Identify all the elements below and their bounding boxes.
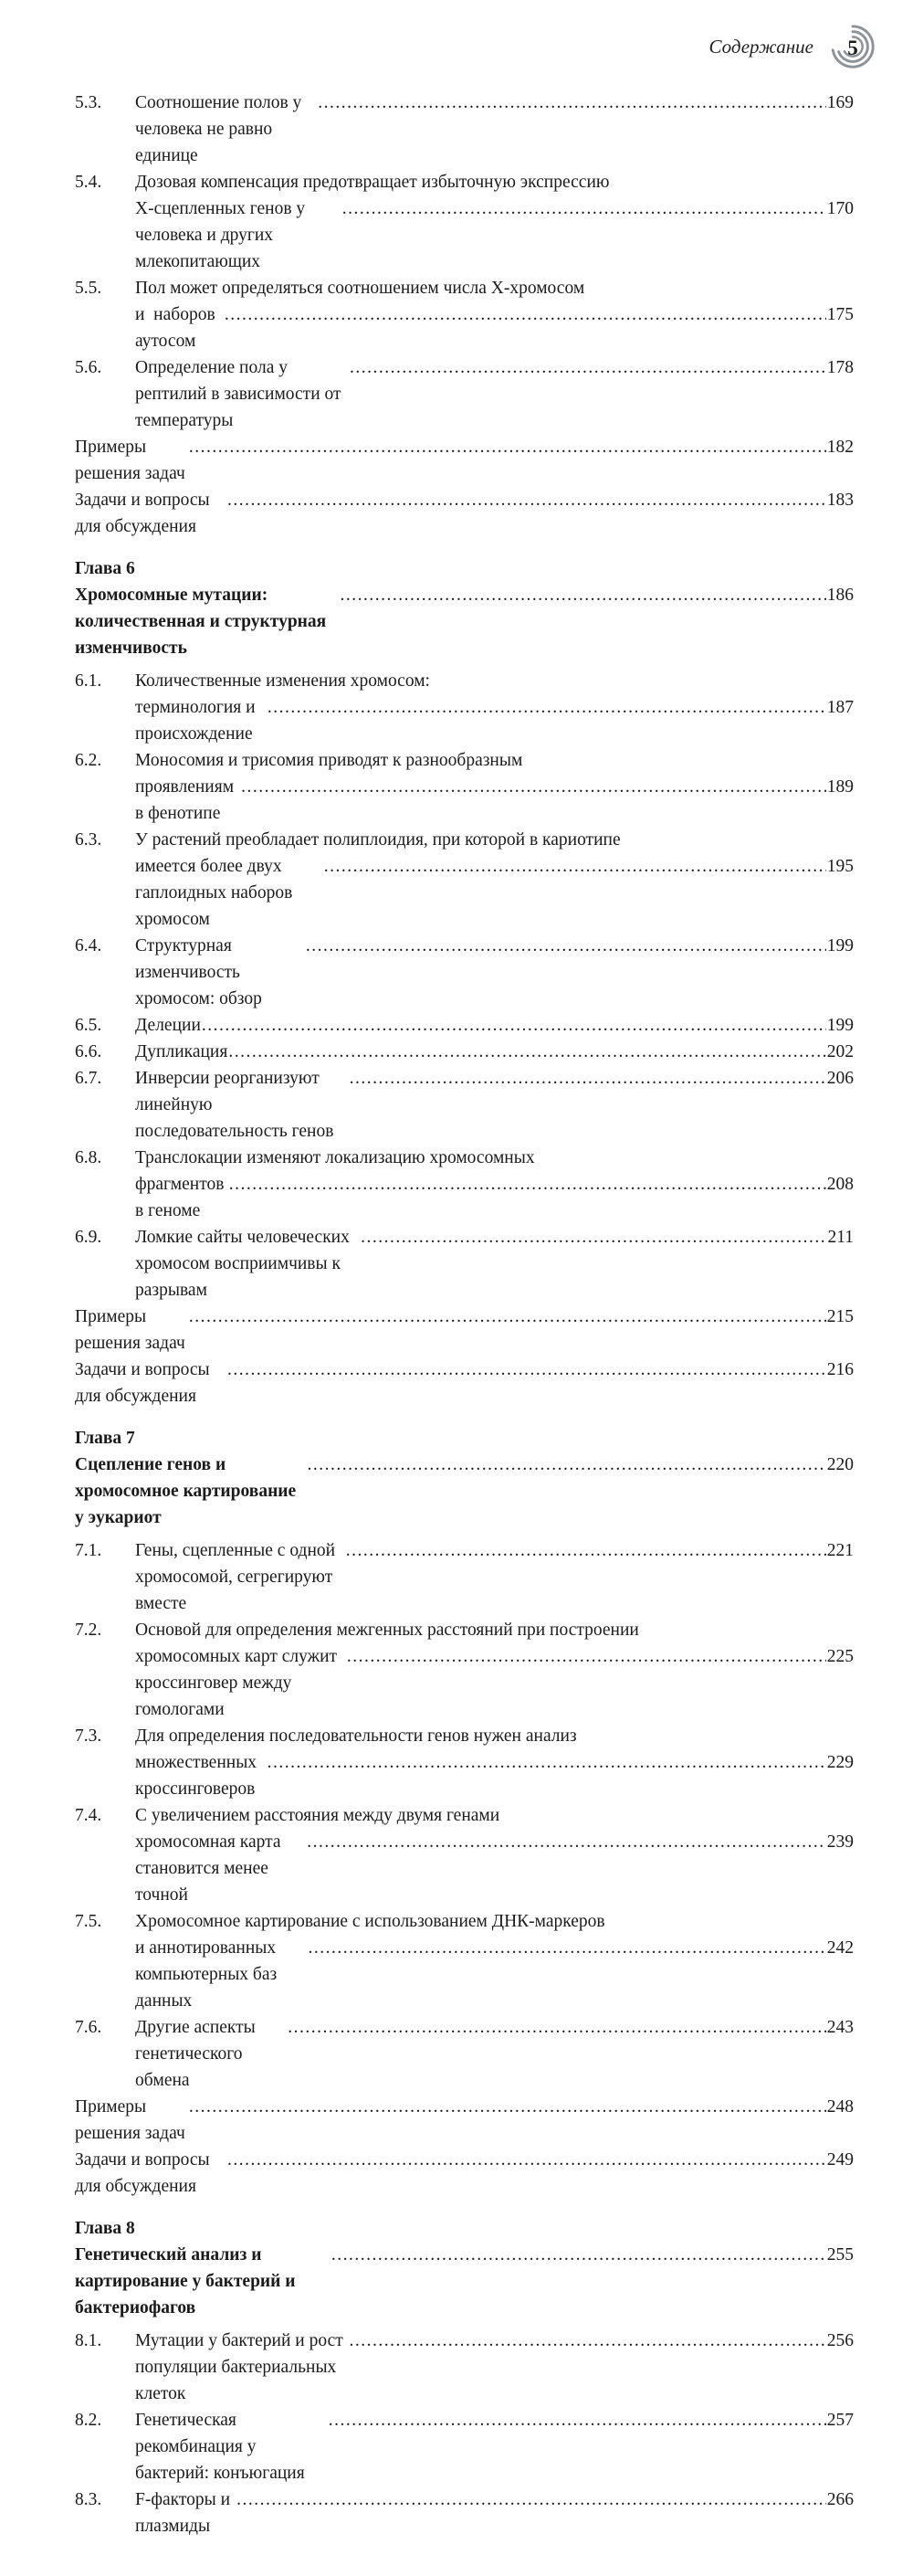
entry-number: 7.5. [75,1912,102,1931]
entry-number: 6.9. [75,1228,102,1247]
entry-body [135,90,854,169]
toc-entry [75,169,854,275]
dot-leader [227,1357,826,1383]
dot-leader [361,1224,826,1251]
dot-leader [189,434,826,460]
entry-text: У растений преобладает полиплоидия, при которой в кариотипе [135,830,621,850]
dot-leader [346,1537,826,1564]
toc-line [135,169,854,195]
toc-entry [75,1224,854,1304]
dot-leader [227,487,826,513]
entry-body [135,933,854,1012]
toc-line [135,853,854,933]
toc-line [135,1935,854,2014]
entry-body [135,1012,854,1039]
entry-number: 6.8. [75,1148,102,1167]
dot-leader [236,2486,826,2513]
entry-page: 256 [826,2331,854,2350]
dot-leader [229,1171,826,1198]
entry-text: Сцепление генов и хромосомное картирование у эукариот [75,1455,301,1527]
entry-text: Ломкие сайты человеческих хромосом восприимчивы к разрывам [135,1228,354,1300]
toc-line [135,275,854,301]
dot-leader [225,301,826,328]
toc-entry [75,668,854,747]
entry-page: 266 [826,2490,854,2509]
toc-entry [75,1012,854,1039]
dot-leader [241,774,826,800]
entry-text: Для определения последовательности генов нужен анализ [135,1726,577,1746]
entry-number: 6.7. [75,1069,102,1088]
entry-number: 6.6. [75,1042,102,1061]
toc-entry [75,1357,854,1409]
entry-text: хромосомных карт служит кроссинговер между гомологами [135,1647,341,1719]
entry-number: 6.5. [75,1016,102,1035]
entry-text: Мутации у бактерий и рост популяции бактериальных клеток [135,2331,348,2403]
toc-line [135,195,854,275]
toc-entry [75,933,854,1012]
entry-number: 8.3. [75,2490,102,2509]
entry-text: проявлениям в фенотипе [135,777,238,823]
entry-number: 5.6. [75,358,102,377]
entry-page: 183 [826,491,854,510]
entry-text: Транслокации изменяют локализацию хромосомных [135,1148,535,1167]
entry-body [75,1304,854,1357]
toc-line [135,1802,854,1829]
entry-page: 186 [826,586,854,605]
toc-entry [75,2486,854,2539]
toc-entry [75,1723,854,1802]
entry-text: терминология и происхождение [135,698,260,744]
dot-leader [189,1304,826,1330]
dot-leader [202,1012,826,1039]
entry-text: Гены, сцепленные с одной хромосомой, сегрегируют вместе [135,1541,340,1613]
toc-entry [75,275,854,354]
toc-line [135,774,854,827]
entry-body [135,275,854,354]
page-header [75,22,877,71]
entry-page: 189 [826,777,854,797]
toc-entry [75,90,854,169]
toc-entry [75,1304,854,1357]
dot-leader [350,1065,826,1092]
entry-page: 216 [826,1360,854,1379]
dot-leader [306,933,826,959]
entry-page: 215 [826,1307,854,1326]
entry-text: Соотношение полов у человека не равно единице [135,93,307,165]
toc-line [135,1171,854,1224]
entry-number: 6.2. [75,751,102,770]
toc-section [75,90,854,540]
entry-text: Генетический анализ и картирование у бактерий и бактериофагов [75,2245,300,2317]
entry-text: Генетическая рекомбинация у бактерий: конъюгация [135,2411,310,2483]
entry-text: и наборов аутосом [135,305,220,351]
toc-entry [75,2094,854,2147]
entry-text: Хромосомное картирование с использованием ДНК-маркеров [135,1912,605,1931]
entry-body [135,1145,854,1224]
toc-line [75,2147,854,2200]
dot-leader [331,2242,826,2268]
entry-number: 7.1. [75,1541,102,1560]
entry-body [135,1908,854,2014]
entry-number: 7.2. [75,1621,102,1640]
toc-entry [75,1908,854,2014]
entry-text: Дупликация [135,1042,233,1061]
toc-line [135,1012,854,1039]
entry-text: Дозовая компенсация предотвращает избыточную экспрессию [135,173,610,192]
entry-page: 199 [826,1016,854,1035]
entry-text: Структурная изменчивость хромосом: обзор [135,936,267,1008]
dot-leader [288,2014,826,2041]
dot-leader [340,582,825,608]
toc-section [75,555,854,1409]
dot-leader [227,2147,826,2173]
entry-number: 7.4. [75,1806,102,1825]
toc-line [135,1908,854,1935]
toc-line [75,487,854,540]
entry-page: 195 [826,857,854,876]
toc-entry [75,2407,854,2486]
entry-body [135,668,854,747]
entry-text: имеется более двух гаплоидных наборов хромосом [135,857,298,929]
toc-section [75,2215,854,2539]
entry-page: 248 [826,2097,854,2117]
entry-page: 199 [826,936,854,955]
entry-body [135,1065,854,1145]
entry-page: 178 [826,358,854,377]
toc-line [135,827,854,853]
toc-line [135,2486,854,2539]
entry-page: 175 [826,305,854,324]
entry-page: 211 [827,1228,854,1247]
toc-line [135,694,854,747]
toc-entry [75,434,854,487]
chapter-label: Глава 7 [75,1429,135,1448]
dot-leader [350,2328,826,2354]
dot-leader [189,2094,826,2120]
toc-line [135,2328,854,2407]
dot-leader [268,1749,826,1776]
entry-number: 8.1. [75,2331,102,2350]
toc-entry [75,487,854,540]
entry-text: хромосомная карта становится менее точной [135,1832,286,1905]
entry-body [135,1537,854,1617]
toc-line [135,1537,854,1617]
dot-leader [324,853,826,880]
chapter-label: Глава 8 [75,2219,135,2238]
entry-text: Основой для определения межгенных расстояний при построении [135,1621,639,1640]
dot-leader [350,354,826,381]
toc-line [135,1829,854,1908]
entry-text: Хромосомные мутации: количественная и структурная изменчивость [75,586,331,658]
toc-line [135,2407,854,2486]
toc-line [135,1723,854,1749]
dot-leader [347,1643,826,1670]
toc-line [75,1357,854,1409]
entry-body [75,2094,854,2147]
toc-line [75,582,854,661]
toc-line [75,1304,854,1357]
entry-text: Другие аспекты генетического обмена [135,2018,260,2090]
dot-leader [329,2407,826,2433]
toc-line [135,747,854,774]
entry-body [135,827,854,933]
dot-leader [228,1039,825,1065]
entry-body [135,354,854,434]
entry-number: 8.2. [75,2411,102,2430]
dot-leader [268,694,826,721]
toc-line [75,1452,854,1531]
toc-line [135,354,854,434]
entry-body [135,1617,854,1723]
entry-text: F-факторы и плазмиды [135,2490,235,2536]
dot-leader [307,1452,825,1478]
entry-page: 243 [826,2018,854,2037]
entry-text: С увеличением расстояния между двумя генами [135,1806,500,1825]
entry-page: 257 [826,2411,854,2430]
toc-entry [75,1039,854,1065]
toc-entry [75,2328,854,2407]
toc-entry [75,747,854,827]
toc-line [135,1643,854,1723]
entry-text: Определение пола у рептилий в зависимости от температуры [135,358,346,430]
toc-entry [75,1145,854,1224]
entry-body [135,1802,854,1908]
entry-page: 249 [826,2150,854,2170]
entry-number: 7.6. [75,2018,102,2037]
entry-number: 6.3. [75,830,102,850]
entry-number: 5.3. [75,93,102,112]
entry-page: 242 [826,1938,854,1958]
entry-page: 220 [826,1455,854,1474]
entry-body [75,487,854,540]
entry-body [135,2328,854,2407]
entry-page: 225 [826,1647,854,1666]
entry-text: Делеции [135,1016,205,1035]
dot-leader [318,90,825,116]
entry-page: 255 [826,2245,854,2265]
entry-text: множественных кроссинговеров [135,1753,261,1799]
page-number: 5 [847,36,858,59]
entry-text: фрагментов в геноме [135,1175,229,1220]
entry-body [135,1039,854,1065]
entry-page: 182 [826,438,854,457]
toc-line [135,301,854,354]
toc-line [135,1749,854,1802]
entry-page: 187 [826,698,854,717]
entry-text: Х-сцепленных генов у человека и других млекопитающих [135,199,310,271]
toc-line [135,933,854,1012]
dot-leader [342,195,826,222]
entry-text: Количественные изменения хромосом: [135,671,430,691]
entry-body [75,434,854,487]
toc-entry [75,827,854,933]
entry-text: Примеры решения задач [75,1307,185,1353]
entry-body [135,1224,854,1304]
entry-text: и аннотированных компьютерных баз данных [135,1938,282,2011]
toc-line [75,2242,854,2321]
entry-body [135,2486,854,2539]
chapter-label: Глава 6 [75,559,135,578]
toc-line [75,2094,854,2147]
toc-line [135,2014,854,2094]
entry-page: 169 [826,93,854,112]
entry-text: Примеры решения задач [75,438,185,483]
entry-text: Инверсии реорганизуют линейную последовательность генов [135,1069,334,1141]
toc-entry [75,1065,854,1145]
entry-page: 206 [826,1069,854,1088]
entry-body [135,2014,854,2094]
entry-text: Моносомия и трисомия приводят к разнообразным [135,751,523,770]
entry-number: 6.1. [75,671,102,691]
entry-text: Пол может определяться соотношением числа Х-хромосом [135,279,585,298]
entry-text: Задачи и вопросы для обсуждения [75,491,215,536]
entry-body [135,169,854,275]
entry-body [135,1723,854,1802]
toc-line [135,1145,854,1171]
dot-leader [309,1935,826,1961]
toc-line [135,1039,854,1065]
page-title: Содержание [708,35,813,58]
toc [75,90,854,2539]
entry-page: 239 [826,1832,854,1852]
toc-entry [75,1617,854,1723]
toc-line [75,434,854,487]
toc-line [135,1617,854,1643]
toc-entry [75,1537,854,1617]
toc-line [135,1224,854,1304]
entry-body [75,2147,854,2200]
toc-section [75,1425,854,2200]
toc-entry [75,2014,854,2094]
entry-page: 221 [826,1541,854,1560]
entry-text: Задачи и вопросы для обсуждения [75,1360,215,1406]
entry-body [135,2407,854,2486]
spiral-page-icon [828,22,877,71]
entry-page: 229 [826,1753,854,1772]
entry-number: 6.4. [75,936,102,955]
toc-entry [75,1802,854,1908]
entry-page: 208 [826,1175,854,1194]
toc-line [135,668,854,694]
entry-page: 202 [826,1042,854,1061]
toc-entry [75,354,854,434]
dot-leader [307,1829,826,1855]
entry-body [135,747,854,827]
toc-entry [75,2147,854,2200]
entry-number: 5.4. [75,173,102,192]
entry-body [75,1357,854,1409]
entry-text: Примеры решения задач [75,2097,185,2143]
toc-line [135,1065,854,1145]
entry-number: 7.3. [75,1726,102,1746]
toc-line [135,90,854,169]
entry-text: Задачи и вопросы для обсуждения [75,2150,215,2196]
entry-page: 170 [826,199,854,218]
entry-number: 5.5. [75,279,102,298]
